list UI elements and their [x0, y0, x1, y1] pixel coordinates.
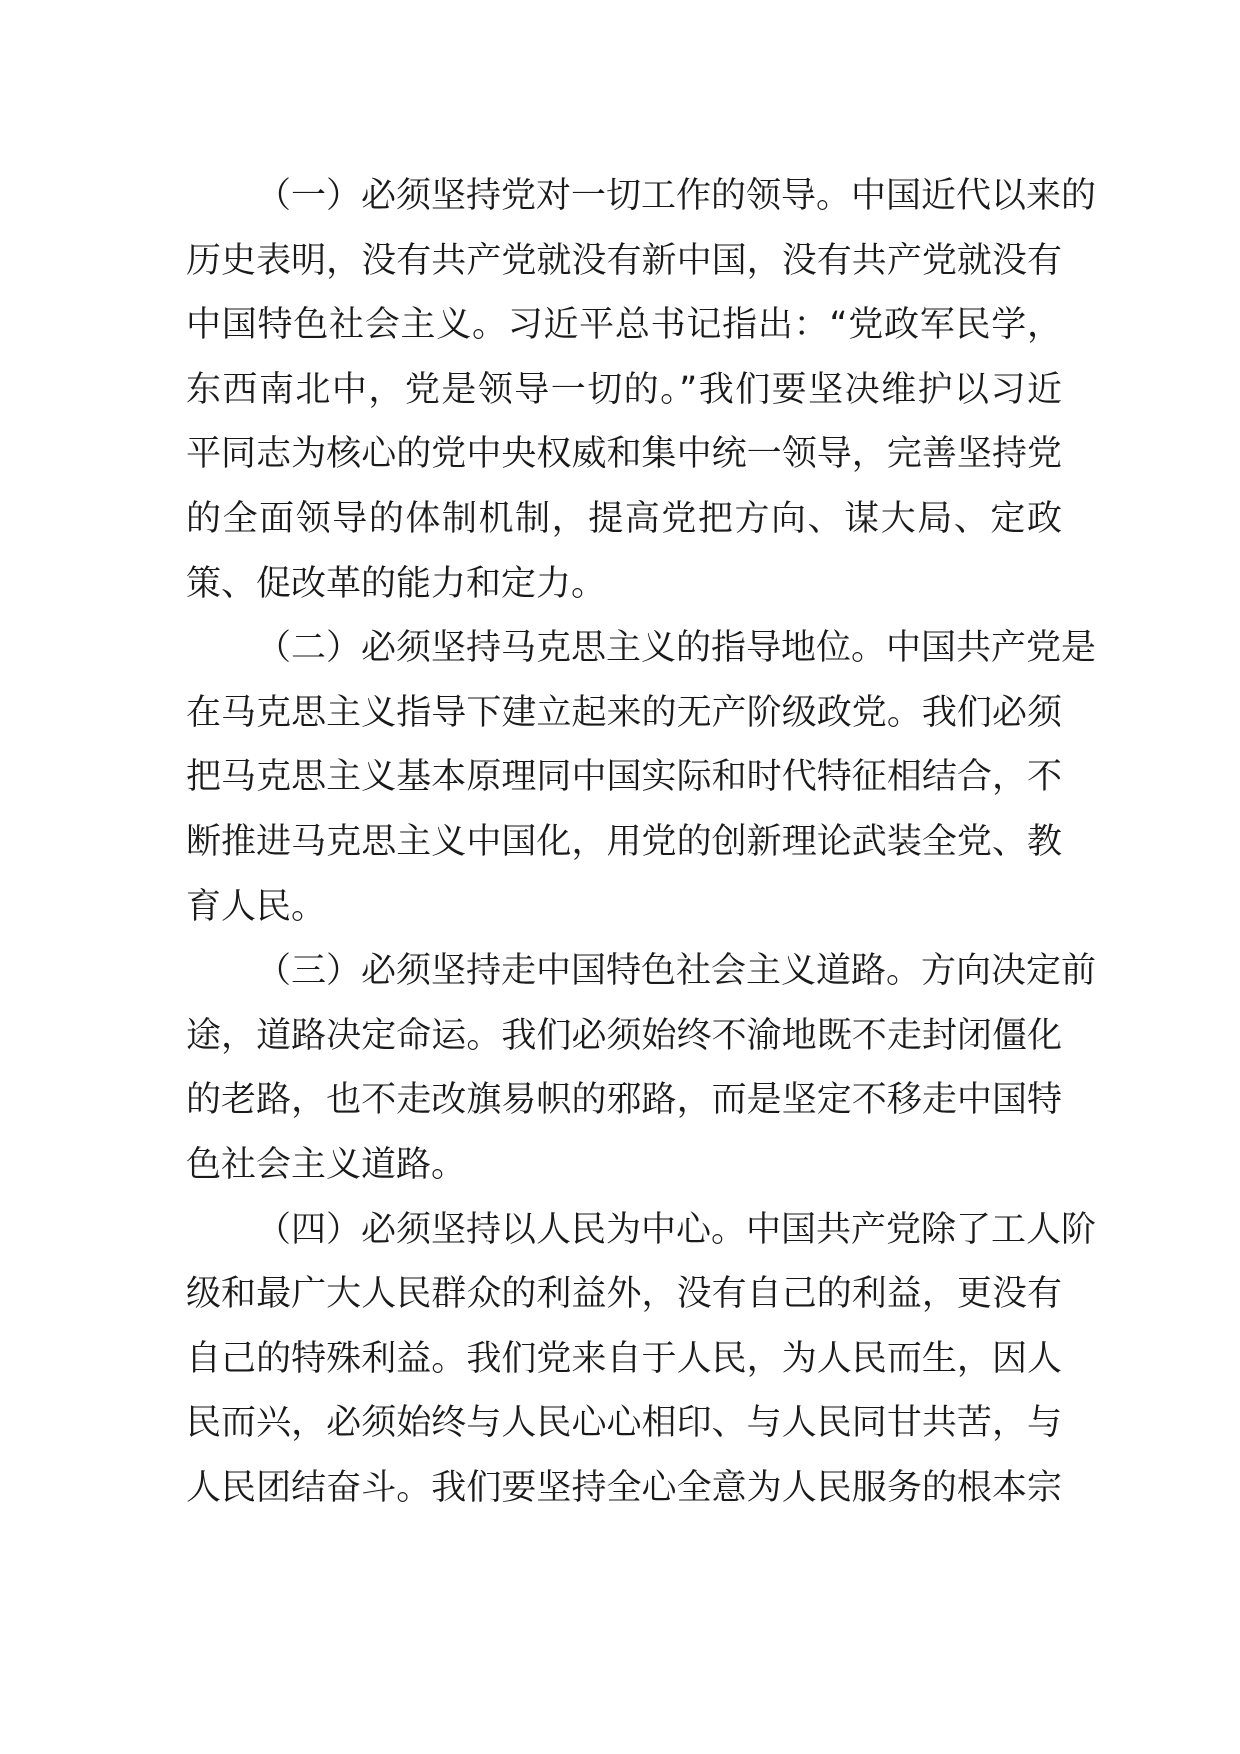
text-line: 育人民。 [186, 886, 327, 927]
text-line: 历史表明，没有共产党就没有新中国，没有共产党就没有 [186, 240, 1062, 281]
paragraph-2 [186, 616, 1097, 939]
text-line: 人民团结奋斗。我们要坚持全心全意为人民服务的根本宗 [186, 1467, 1062, 1508]
text-line: 民而兴，必须始终与人民心心相印、与人民同甘共苦，与 [186, 1403, 1062, 1444]
text-line: （二）必须坚持马克思主义的指导地位。中国共产党是 [256, 628, 1097, 669]
text-line: 把马克思主义基本原理同中国实际和时代特征相结合，不 [186, 757, 1062, 798]
text-line: （三）必须坚持走中国特色社会主义道路。方向决定前 [256, 951, 1097, 992]
text-line: 色社会主义道路。 [186, 1144, 467, 1185]
text-line: 级和最广大人民群众的利益外，没有自己的利益，更没有 [186, 1274, 1062, 1315]
text-line: 中国特色社会主义。习近平总书记指出：“党政军民学， [186, 305, 1062, 346]
text-line: 东西南北中，党是领导一切的。”我们要坚决维护以习近 [186, 369, 1062, 410]
text-line: （一）必须坚持党对一切工作的领导。中国近代以来的 [256, 176, 1097, 216]
text-line: 平同志为核心的党中央权威和集中统一领导，完善坚持党 [186, 434, 1062, 475]
text-line: 的全面领导的体制机制，提高党把方向、谋大局、定政 [186, 498, 1062, 539]
document-body [186, 164, 1097, 1520]
text-line: 途，道路决定命运。我们必须始终不渝地既不走封闭僵化 [186, 1015, 1062, 1056]
text-line: 的老路，也不走改旗易帜的邪路，而是坚定不移走中国特 [186, 1080, 1062, 1121]
paragraph-1 [186, 164, 1097, 616]
text-line: （四）必须坚持以人民为中心。中国共产党除了工人阶 [256, 1209, 1097, 1250]
paragraph-4 [186, 1198, 1097, 1521]
text-line: 在马克思主义指导下建立起来的无产阶级政党。我们必须 [186, 692, 1062, 733]
text-line: 策、促改革的能力和定力。 [186, 563, 607, 604]
paragraph-3 [186, 939, 1097, 1197]
text-line: 断推进马克思主义中国化，用党的创新理论武装全党、教 [186, 821, 1062, 862]
text-line: 自己的特殊利益。我们党来自于人民，为人民而生，因人 [186, 1338, 1062, 1379]
